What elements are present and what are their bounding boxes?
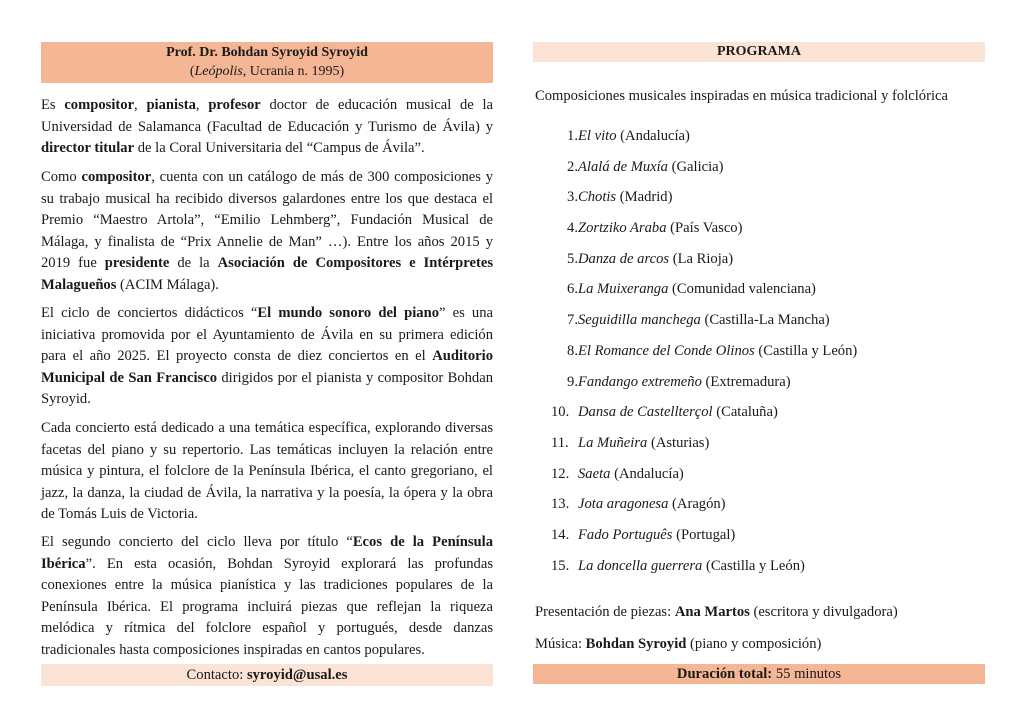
bold-run: Auditorio Municipal de San Francisco xyxy=(41,348,493,386)
program-item xyxy=(533,341,985,372)
program-item-region: (Castilla y León) xyxy=(754,342,858,359)
program-item-number: 15. xyxy=(551,557,570,574)
program-item-region: (Galicia) xyxy=(667,158,724,175)
program-item xyxy=(533,187,985,218)
musician-name: Bohdan Syroyid xyxy=(585,636,687,652)
program-item-number: 9. xyxy=(567,373,578,390)
program-item-text xyxy=(578,310,830,330)
author-name: Prof. Dr. Bohdan Syroyid Syroyid xyxy=(166,45,368,60)
program-item-region: (Cataluña) xyxy=(712,404,778,421)
program-header: PROGRAMA xyxy=(533,42,985,62)
bold-run: presidente xyxy=(104,255,170,271)
program-item xyxy=(533,279,985,310)
bold-run: director titular xyxy=(41,140,135,156)
bio-header xyxy=(41,42,493,83)
program-item-number: 11. xyxy=(551,434,569,451)
author-city: Leópolis xyxy=(194,64,243,79)
text-run: El segundo concierto del ciclo lleva por título “ xyxy=(41,534,353,550)
program-item-region: (Madrid) xyxy=(616,189,673,206)
text-run: Es xyxy=(41,97,65,113)
program-item-region: (País Vasco) xyxy=(666,220,743,237)
program-item-title: Saeta xyxy=(578,465,611,482)
program-item-region: (La Rioja) xyxy=(669,250,734,267)
program-item-text xyxy=(578,433,709,453)
concert-paragraph xyxy=(41,532,493,661)
program-item-text xyxy=(578,218,742,238)
presenter-name: Ana Martos xyxy=(674,604,750,620)
program-item-title: Danza de arcos xyxy=(578,250,670,267)
right-column xyxy=(533,42,985,682)
program-item-number: 7. xyxy=(567,312,578,329)
text-run: Cada concierto está dedicado a una temática específica, explorando diversas facetas del piano y su repertorio. Las temáticas incluyen la relación entre música y pintura, el folclore de la Península Ibérica, el canto gregoriano, el jazz, la danza, la ciudad de Ávila, la narrativa y la poesía, la ópera y la obra de Tomás Luis de Victoria. xyxy=(41,420,493,522)
program-item-number: 12. xyxy=(551,465,570,482)
bold-run: Asociación de Compositores e Intérpretes Malagueños xyxy=(41,255,493,293)
text-run: ”. En esta ocasión, Bohdan Syroyid explorará las profundas conexiones entre la música pianística y las tradiciones populares de la Península Ibérica. El programa incluirá piezas que reflejan la riqueza melódica y rítmica del folclore español y portugués, desde danzas tradicionales hasta composiciones inspiradas en cantos populares. xyxy=(41,555,493,658)
program-item-title: La doncella guerrera xyxy=(578,557,703,574)
program-item-title: Zortziko Araba xyxy=(578,220,667,237)
text-run: de la Coral Universitaria del “Campus de Ávila”. xyxy=(134,140,425,156)
program-item-title: Dansa de Castellterçol xyxy=(578,404,713,421)
program-item xyxy=(533,494,985,525)
duration-value: 55 minutos xyxy=(772,666,842,682)
text-run: Como xyxy=(41,169,82,185)
program-item-region: (Asturias) xyxy=(647,434,710,451)
program-item xyxy=(533,433,985,464)
program-item-number: 3. xyxy=(567,189,578,206)
program-item-region: (Comunidad valenciana) xyxy=(668,281,816,298)
text-run: dirigidos por el pianista y compositor Bohdan Syroyid. xyxy=(41,369,494,407)
program-item-number: 4. xyxy=(567,220,578,237)
text-run: ” es una iniciativa promovida por el Ayuntamiento de Ávila en su primera edición para el año 2025. El proyecto consta de diez conciertos en el xyxy=(41,305,493,364)
bold-run: compositor xyxy=(81,169,152,185)
program-item-region: (Portugal) xyxy=(672,526,736,543)
program-item-title: Chotis xyxy=(578,189,617,206)
program-item-region: (Extremadura) xyxy=(701,373,791,390)
text-run: , xyxy=(195,97,209,113)
program-item xyxy=(533,126,985,157)
program-list xyxy=(533,126,985,586)
program-item xyxy=(533,249,985,280)
presentation-credit: Presentación de piezas: Ana Martos (escritora y divulgadora) xyxy=(535,604,898,620)
program-item-title: El Romance del Conde Olinos xyxy=(578,342,755,359)
bold-run: pianista xyxy=(146,97,196,113)
duration-bar xyxy=(533,664,985,684)
program-item-text xyxy=(578,157,724,177)
program-item-number: 6. xyxy=(567,281,578,298)
program-item-text xyxy=(578,341,857,361)
bold-run: El mundo sonoro del piano xyxy=(257,305,439,321)
program-item-number: 2. xyxy=(567,158,578,175)
program-item xyxy=(533,310,985,341)
program-item-number: 14. xyxy=(551,526,570,543)
program-item-region: (Andalucía) xyxy=(616,128,690,144)
bio-paragraph-1 xyxy=(41,95,493,160)
program-item-text xyxy=(578,494,726,514)
author-origin: (Leópolis, Ucrania n. 1995) xyxy=(189,64,345,79)
program-item xyxy=(533,402,985,433)
program-item-number: 8. xyxy=(567,342,578,359)
program-item-number: 10. xyxy=(551,404,570,421)
program-item-title: El vito xyxy=(578,128,617,144)
program-item-title: La Muixeranga xyxy=(578,281,669,298)
program-item-number: 13. xyxy=(551,496,570,513)
program-item xyxy=(533,157,985,188)
text-run: , xyxy=(134,97,147,113)
program-item-number: 5. xyxy=(567,250,578,267)
program-item-text xyxy=(578,402,778,422)
duration-label: Duración total: xyxy=(676,666,773,682)
program-item-title: Fado Português xyxy=(578,526,673,543)
text-run: doctor de educación musical de la Universidad de Salamanca (Facultad de Educación y Turismo de Ávila) y xyxy=(41,97,494,135)
program-item-text xyxy=(578,464,684,484)
program-item-title: Alalá de Muxía xyxy=(578,158,668,175)
program-item-region: (Andalucía) xyxy=(610,465,684,482)
music-credit: Música: Bohdan Syroyid (piano y composición) xyxy=(535,636,822,652)
bio-paragraph-2 xyxy=(41,167,493,296)
program-item-text xyxy=(578,556,805,576)
program-item-number: 1. xyxy=(567,128,578,144)
program-item xyxy=(533,525,985,556)
bold-run: compositor xyxy=(64,97,135,113)
text-run: de la xyxy=(169,255,218,271)
program-item-text xyxy=(578,249,733,269)
program-item-text xyxy=(578,279,816,299)
program-item xyxy=(533,464,985,495)
program-item xyxy=(533,372,985,403)
contact-bar xyxy=(41,664,493,686)
text-run: (ACIM Málaga). xyxy=(116,276,219,293)
text-run: El ciclo de conciertos didácticos “ xyxy=(41,305,258,321)
program-item-title: Fandango extremeño xyxy=(578,373,702,390)
contact-email[interactable]: syroyid@usal.es xyxy=(246,667,348,683)
program-item xyxy=(533,218,985,249)
program-item-title: La Muñeira xyxy=(578,434,648,451)
bold-run: profesor xyxy=(208,97,261,113)
program-item-title: Seguidilla manchega xyxy=(578,312,701,329)
program-item xyxy=(533,556,985,587)
program-item-region: (Aragón) xyxy=(668,496,726,513)
text-run: , cuenta con un catálogo de más de 300 composiciones y su trabajo musical ha recibido diversos galardones entre los que destaca el Premio “Maestro Artola”, “Emilio Lehmberg”, Fundación Musical de Málaga, y finalista de “Prix Annelie de Man” …). Entre los años 2015 y 2019 fue xyxy=(41,169,493,271)
program-item-region: (Castilla y León) xyxy=(702,557,805,574)
themes-paragraph xyxy=(41,418,493,526)
program-item-text xyxy=(578,372,791,392)
program-item-text xyxy=(578,187,672,207)
bold-run: Ecos de la Península Ibérica xyxy=(41,534,493,572)
left-column xyxy=(41,42,494,683)
program-item-region: (Castilla-La Mancha) xyxy=(700,312,830,329)
program-item-text xyxy=(578,126,690,146)
program-intro: Composiciones musicales inspiradas en música tradicional y folclórica xyxy=(535,88,948,104)
contact-label: Contacto: xyxy=(186,667,247,683)
program-item-title: Jota aragonesa xyxy=(578,496,669,513)
program-item-text xyxy=(578,525,735,545)
cycle-paragraph xyxy=(41,303,493,411)
